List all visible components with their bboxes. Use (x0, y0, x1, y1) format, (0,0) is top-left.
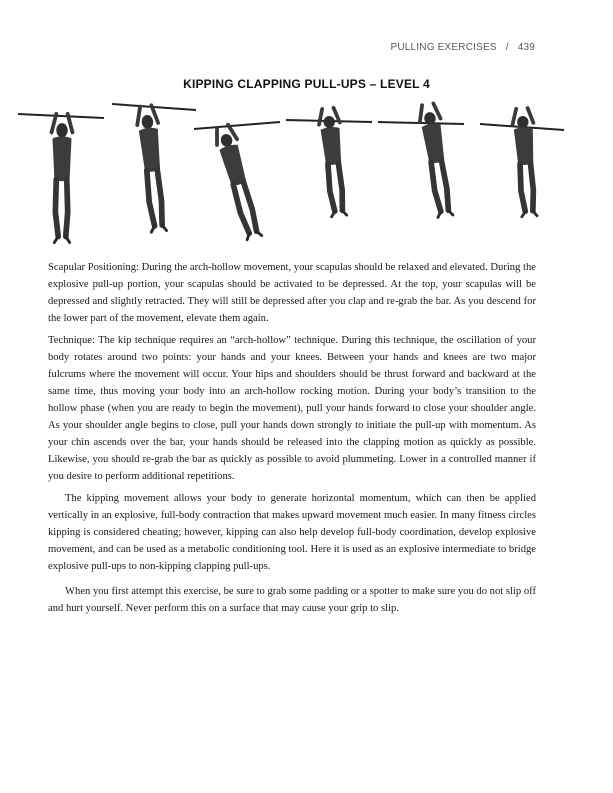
paragraph-technique: Technique: The kip technique requires an “arch-hollow” technique. During this technique, the oscillation of your body rotates around two points: your hands and your knees. Between your hands and knees are two major fulcrums where the movement will occur. Your hips and shoulders should be thrust forward and backward at the same time, thus moving your body into an arch-hollow rocking motion. During your body’s transition to the hollow phase (when you are ready to begin the movement), pull your hands forward to close your shoulder angle. As your shoulder angle begins to close, pull your hands down strongly to initiate the pull-up with momentum. As your chin ascends over the bar, your hands should be released into the clapping motion as quickly as possible. Likewise, you should re-grab the bar as quickly as possible to avoid plummeting. Lower in a controlled manner if you desire to perform additional repetitions. (48, 335, 536, 482)
section-name: PULLING EXERCISES (390, 42, 497, 53)
header-separator: / (505, 42, 509, 53)
frame-5 (378, 103, 464, 218)
page-number: 439 (517, 42, 535, 53)
frame-6 (480, 108, 564, 218)
frame-3 (194, 122, 280, 241)
exercise-title: KIPPING CLAPPING PULL-UPS – LEVEL 4 (183, 77, 430, 91)
body-text (48, 259, 536, 625)
frame-2 (112, 104, 196, 232)
paragraph-scapular-positioning: Scapular Positioning: During the arch-hollow movement, your scapulas should be relaxed and elevated. During the explosive pull-up portion, your scapulas should be activated to be depressed. At the top, your scapulas will be depressed and slightly retracted. They will still be depressed after you clap and re-grab the bar. As you descend for the lower part of the movement, elevate them again. (48, 262, 536, 324)
running-head (391, 42, 536, 53)
frame-1 (18, 114, 104, 243)
frame-4 (286, 107, 372, 217)
paragraph-kipping-movement: The kipping movement allows your body to generate horizontal momentum, which can then be applied vertically in an explosive, full-body contraction that makes upward movement much easier. In many fitness circles kipping is considered cheating; however, kipping can also help develop full-body coordination, develop explosive movement, and can be used as a metabolic conditioning tool. Here it is used as an explosive intermediate to bridge explosive pull-ups to non-kipping clapping pull-ups. (48, 493, 536, 572)
paragraph-safety: When you first attempt this exercise, be sure to grab some padding or a spotter to make sure you do not slip off and hurt yourself. Never perform this on a surface that may cause your grip to slip. (48, 586, 536, 614)
exercise-photo-sequence (18, 100, 578, 252)
